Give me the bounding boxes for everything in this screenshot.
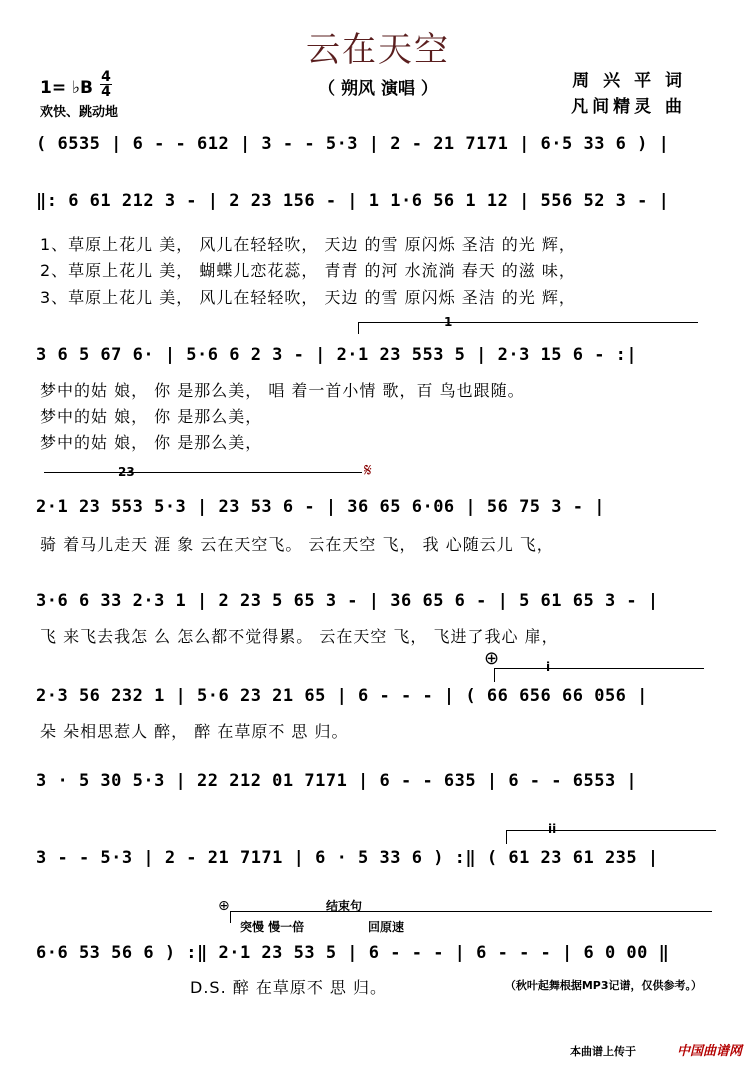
lyric-line: 梦中的姑 娘， 你 是那么美，	[40, 433, 263, 452]
page-title: 云在天空	[306, 30, 450, 70]
lyric-line: 梦中的姑 娘， 你 是那么美， 唱 着一首小情 歌，百 鸟也跟随。	[40, 381, 525, 400]
ending-bracket	[230, 911, 712, 912]
notation-row: ( 6535 | 6 - - 612 | 3 - - 5·3 | 2 - 21 7171 | 6·5 33 6 ) |	[36, 134, 670, 154]
lyric-line: 飞 来飞去我怎 么 怎么都不觉得累。 云在天空 飞， 飞进了我心 扉，	[40, 627, 559, 646]
coda-sign: ⊕	[218, 898, 230, 914]
lyric-line: 朵 朵相思惹人 醉， 醉 在草原不 思 归。	[40, 722, 349, 741]
key-signature: 1= ♭B	[40, 78, 93, 98]
volta-label: 23	[118, 465, 135, 479]
notation-row: 6·6 53 56 6 ) :‖ 2·1 23 53 5 | 6 - - - | 6 - - - | 6 0 00 ‖	[36, 943, 670, 963]
notation-row: ‖: 6 61 212 3 - | 2 23 156 - | 1 1·6 56 1 12 | 556 52 3 - |	[36, 191, 670, 211]
coda-sign: ⊕	[484, 648, 500, 669]
volta-bracket	[506, 830, 716, 831]
tempo-resume-marking: 回原速	[368, 920, 405, 934]
time-bottom: 4	[101, 84, 111, 100]
volta-bracket-edge	[358, 322, 359, 334]
notation-row: 2·3 56 232 1 | 5·6 23 21 65 | 6 - - - | ( 66 656 66 056 |	[36, 686, 648, 706]
tempo-marking: 欢快、跳动地	[40, 105, 119, 120]
composer-credit: 凡间精灵 曲	[571, 97, 686, 117]
notation-row: 3 6 5 67 6· | 5·6 6 2 3 - | 2·1 23 553 5 | 2·3 15 6 - :|	[36, 345, 638, 365]
volta-label: ii	[548, 822, 557, 836]
upload-note: 本曲谱上传于	[570, 1045, 636, 1058]
lyric-line: 骑 着马儿走天 涯 象 云在天空飞。 云在天空 飞， 我 心随云儿 飞，	[40, 535, 554, 554]
time-signature	[100, 70, 112, 99]
lyric-line: 2、草原上花儿 美， 蝴蝶儿恋花蕊， 青青 的河 水流淌 春天 的滋 味，	[40, 261, 576, 280]
ending-bracket-edge	[230, 911, 231, 923]
notation-row: 3 · 5 30 5·3 | 22 212 01 7171 | 6 - - 635 | 6 - - 6553 |	[36, 771, 638, 791]
notation-row: 3·6 6 33 2·3 1 | 2 23 5 65 3 - | 36 65 6 - | 5 61 65 3 - |	[36, 591, 659, 611]
notation-row: 3 - - 5·3 | 2 - 21 7171 | 6 · 5 33 6 ) :‖ ( 61 23 61 235 |	[36, 848, 659, 868]
site-logo: 中国曲谱网	[676, 1044, 742, 1059]
slow-marking: 突慢 慢一倍	[240, 920, 305, 934]
volta-bracket	[44, 472, 362, 473]
volta-label: i	[546, 660, 551, 674]
volta-bracket	[494, 668, 704, 669]
time-top: 4	[101, 69, 111, 85]
lyricist-credit: 周 兴 平 词	[572, 71, 686, 91]
lyric-line: D.S. 醉 在草原不 思 归。	[190, 978, 387, 997]
volta-bracket-edge	[494, 668, 495, 682]
lyric-line: 梦中的姑 娘， 你 是那么美，	[40, 407, 263, 426]
ending-label: 结束句	[326, 899, 363, 913]
singer-credit: （ 朔风 演唱 ）	[318, 79, 438, 99]
volta-bracket	[358, 322, 698, 323]
volta-label: 1	[444, 315, 453, 329]
lyric-line: 3、草原上花儿 美， 风儿在轻轻吹， 天边 的雪 原闪烁 圣洁 的光 辉，	[40, 288, 576, 307]
lyric-line: 1、草原上花儿 美， 风儿在轻轻吹， 天边 的雪 原闪烁 圣洁 的光 辉，	[40, 235, 576, 254]
volta-bracket-edge	[506, 830, 507, 844]
segno-sign: 𝄋	[364, 460, 372, 481]
notation-row: 2·1 23 553 5·3 | 23 53 6 - | 36 65 6·06 | 56 75 3 - |	[36, 497, 605, 517]
transcription-note: （秋叶起舞根据MP3记谱，仅供参考。）	[504, 979, 702, 992]
